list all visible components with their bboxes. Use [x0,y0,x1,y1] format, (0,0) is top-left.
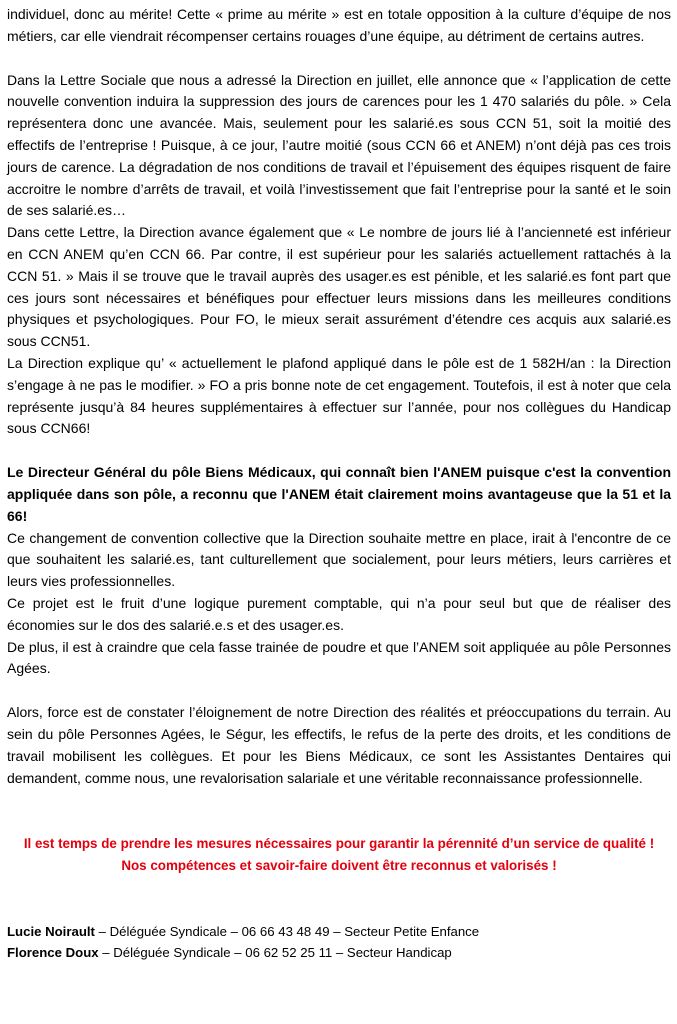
signature-details: – Déléguée Syndicale – 06 62 52 25 11 – Secteur Handicap [98,945,452,961]
callout-line-2: Nos compétences et savoir-faire doivent être reconnus et valorisés ! [121,858,557,874]
signature-name: Florence Doux [7,945,99,961]
paragraph-anciennete: Dans cette Lettre, la Direction avance également que « Le nombre de jours lié à l’ancienneté est inférieur en CCN ANEM qu’en CCN 66. Par contre, il est supérieur pour les salariés actuellement rattachés à la CCN 51. » Mais il se trouve que le travail auprès des usager.es est pénible, et les salarié.es font part que ces jours sont nécessaires et bénéfiques pour effectuer leurs missions dans les meilleures conditions physiques et psychologiques. Pour FO, le mieux serait assurément d’étendre ces acquis aux salarié.es sous CCN51. [7,224,671,350]
paragraph-logique-comptable: Ce projet est le fruit d’une logique purement comptable, qui n’a pour seul but que de réaliser des économies sur le dos des salarié.e.s et des usager.es. [7,594,671,633]
paragraph-directeur-general: Le Directeur Général du pôle Biens Médicaux, qui connaît bien l'ANEM puisque c'est la convention appliquée dans son pôle, a reconnu que l'ANEM était clairement moins avantageuse que la 51 et la 66! [7,464,671,524]
signature-line [7,942,671,963]
paragraph-trainee-de-poudre: De plus, il est à craindre que cela fasse trainée de poudre et que l’ANEM soit appliquée au pôle Personnes Agées. [7,638,671,677]
signature-line [7,921,671,942]
signature-details: – Déléguée Syndicale – 06 66 43 48 49 – Secteur Petite Enfance [94,924,480,940]
paragraph-gap [7,48,671,70]
paragraph-prime-au-merite: individuel, donc au mérite! Cette « prime au mérite » est en totale opposition à la culture d’équipe de nos métiers, car elle viendrait récompenser certains rouages d’une équipe, au détriment de certains autres. [7,6,671,44]
paragraph-eloignement-direction: Alors, force est de constater l’éloignement de notre Direction des réalités et préoccupations du terrain. Au sein du pôle Personnes Agées, le Ségur, les effectifs, le refus de la perte des droits, et les conditions de travail mobilisent les collègues. Et pour les Biens Médicaux, ce sont les Assistantes Dentaires qui demandent, comme nous, une revalorisation salariale et une véritable reconnaissance professionnelle. [7,704,671,786]
paragraph-gap [7,440,671,462]
paragraph-changement-convention: Ce changement de convention collective que la Direction souhaite mettre en place, irait à l'encontre de ce que souhaitent les salarié.es, tant culturellement que socialement, pour leurs métiers, leurs carrières et leurs vies professionnelles. [7,529,671,590]
section-gap [7,789,671,833]
paragraph-plafond: La Direction explique qu’ « actuellement le plafond appliqué dans le pôle est de 1 582H/an : la Direction s’engage à ne pas le modifier. » FO a pris bonne note de cet engagement. Toutefois, il est à noter que cela représente jusqu’à 84 heures supplémentaires à effectuer sur l’année, pour nos collègues du Handicap sous CCN66! [7,354,671,437]
signature-name: Lucie Noirault [7,924,95,940]
paragraph-gap [7,680,671,702]
callout-line-1: Il est temps de prendre les mesures nécessaires pour garantir la pérennité d’un service de qualité ! [23,836,655,852]
document-page [7,4,671,963]
paragraph-lettre-sociale: Dans la Lettre Sociale que nous a adressé la Direction en juillet, elle annonce que « l’application de cette nouvelle convention induira la suppression des jours de carences pour les 1 470 salariés du pôle. » Cela représentera donc une avancée. Mais, seulement pour les salarié.es sous CCN 51, soit la moitié des effectifs de l’entreprise ! Puisque, à ce jour, l’autre moitié (sous CCN 66 et ANEM) n’ont déjà pas ces trois jours de carence. La dégradation de nos conditions de travail et l’épuisement des équipes risquent de faire accroitre le nombre d’arrêts de travail, et voilà l’investissement que fait l’entreprise pour la santé et le soin de ses salarié.es… [7,71,671,219]
section-gap [7,877,671,921]
